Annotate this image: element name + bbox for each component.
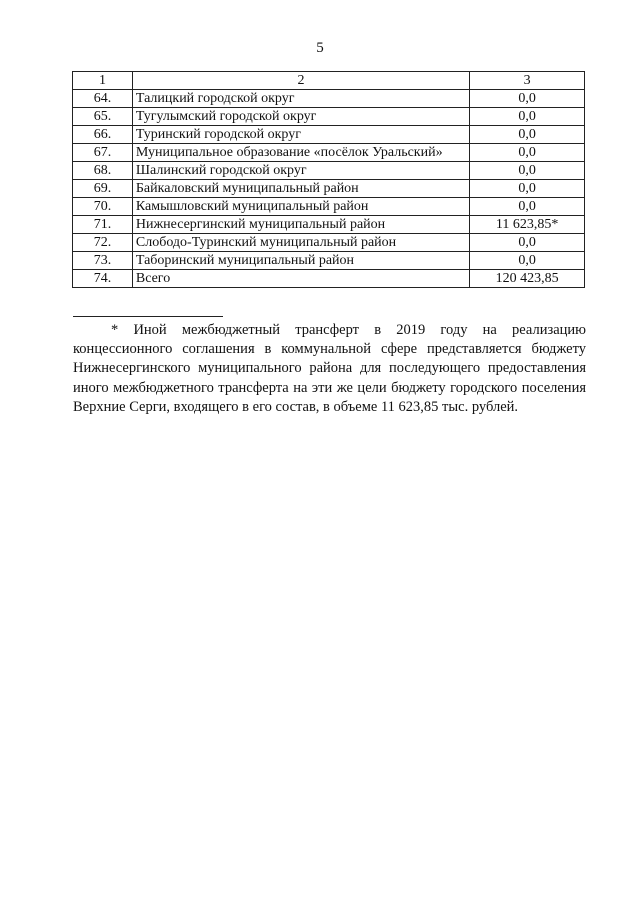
transfer-amount: 0,0 [470,180,585,198]
row-number: 66. [73,126,133,144]
row-number: 69. [73,180,133,198]
municipality-name: Таборинский муниципальный район [132,252,469,270]
transfer-amount: 0,0 [470,108,585,126]
table-total-row [73,270,585,288]
municipality-name: Шалинский городской округ [132,162,469,180]
page-number: 5 [316,40,324,56]
transfer-amount: 0,0 [470,162,585,180]
row-number: 68. [73,162,133,180]
transfer-amount: 0,0 [470,144,585,162]
column-header-value: 3 [470,72,585,90]
table-row [73,144,585,162]
table-row [73,90,585,108]
total-label: Всего [132,270,469,288]
table-row [73,108,585,126]
budget-table [72,71,585,288]
table-header-row [73,72,585,90]
municipality-name: Слободо-Туринский муниципальный район [132,234,469,252]
column-header-name: 2 [132,72,469,90]
transfer-amount: 0,0 [470,234,585,252]
table-row [73,252,585,270]
table-row [73,234,585,252]
transfer-amount: 0,0 [470,126,585,144]
transfer-amount: 0,0 [470,90,585,108]
municipality-name: Камышловский муниципальный район [132,198,469,216]
footnote-separator [73,316,223,317]
total-amount: 120 423,85 [470,270,585,288]
municipality-name: Тугулымский городской округ [132,108,469,126]
municipality-name: Байкаловский муниципальный район [132,180,469,198]
table-row [73,126,585,144]
row-number: 71. [73,216,133,234]
row-number: 65. [73,108,133,126]
municipality-name: Туринский городской округ [132,126,469,144]
row-number: 72. [73,234,133,252]
row-number: 64. [73,90,133,108]
municipality-name: Нижнесергинский муниципальный район [132,216,469,234]
municipality-name: Талицкий городской округ [132,90,469,108]
table-row [73,216,585,234]
table-row [73,162,585,180]
municipality-name: Муниципальное образование «посёлок Уральский» [132,144,469,162]
transfer-amount: 0,0 [470,252,585,270]
row-number: 70. [73,198,133,216]
row-number: 67. [73,144,133,162]
table-row [73,180,585,198]
row-number: 73. [73,252,133,270]
transfer-amount: 11 623,85* [470,216,585,234]
table-row [73,198,585,216]
transfer-amount: 0,0 [470,198,585,216]
column-header-number: 1 [73,72,133,90]
footnote: * Иной межбюджетный трансферт в 2019 году на реализацию концессионного соглашения в коммунальной сфере представляется бюджету Нижнесергинского муниципального района для последующего предоставления иного межбюджетного трансферта на эти же цели бюджету городского поселения Верхние Серги, входящего в его состав, в объеме 11 623,85 тыс. рублей. [73,322,586,415]
row-number: 74. [73,270,133,288]
